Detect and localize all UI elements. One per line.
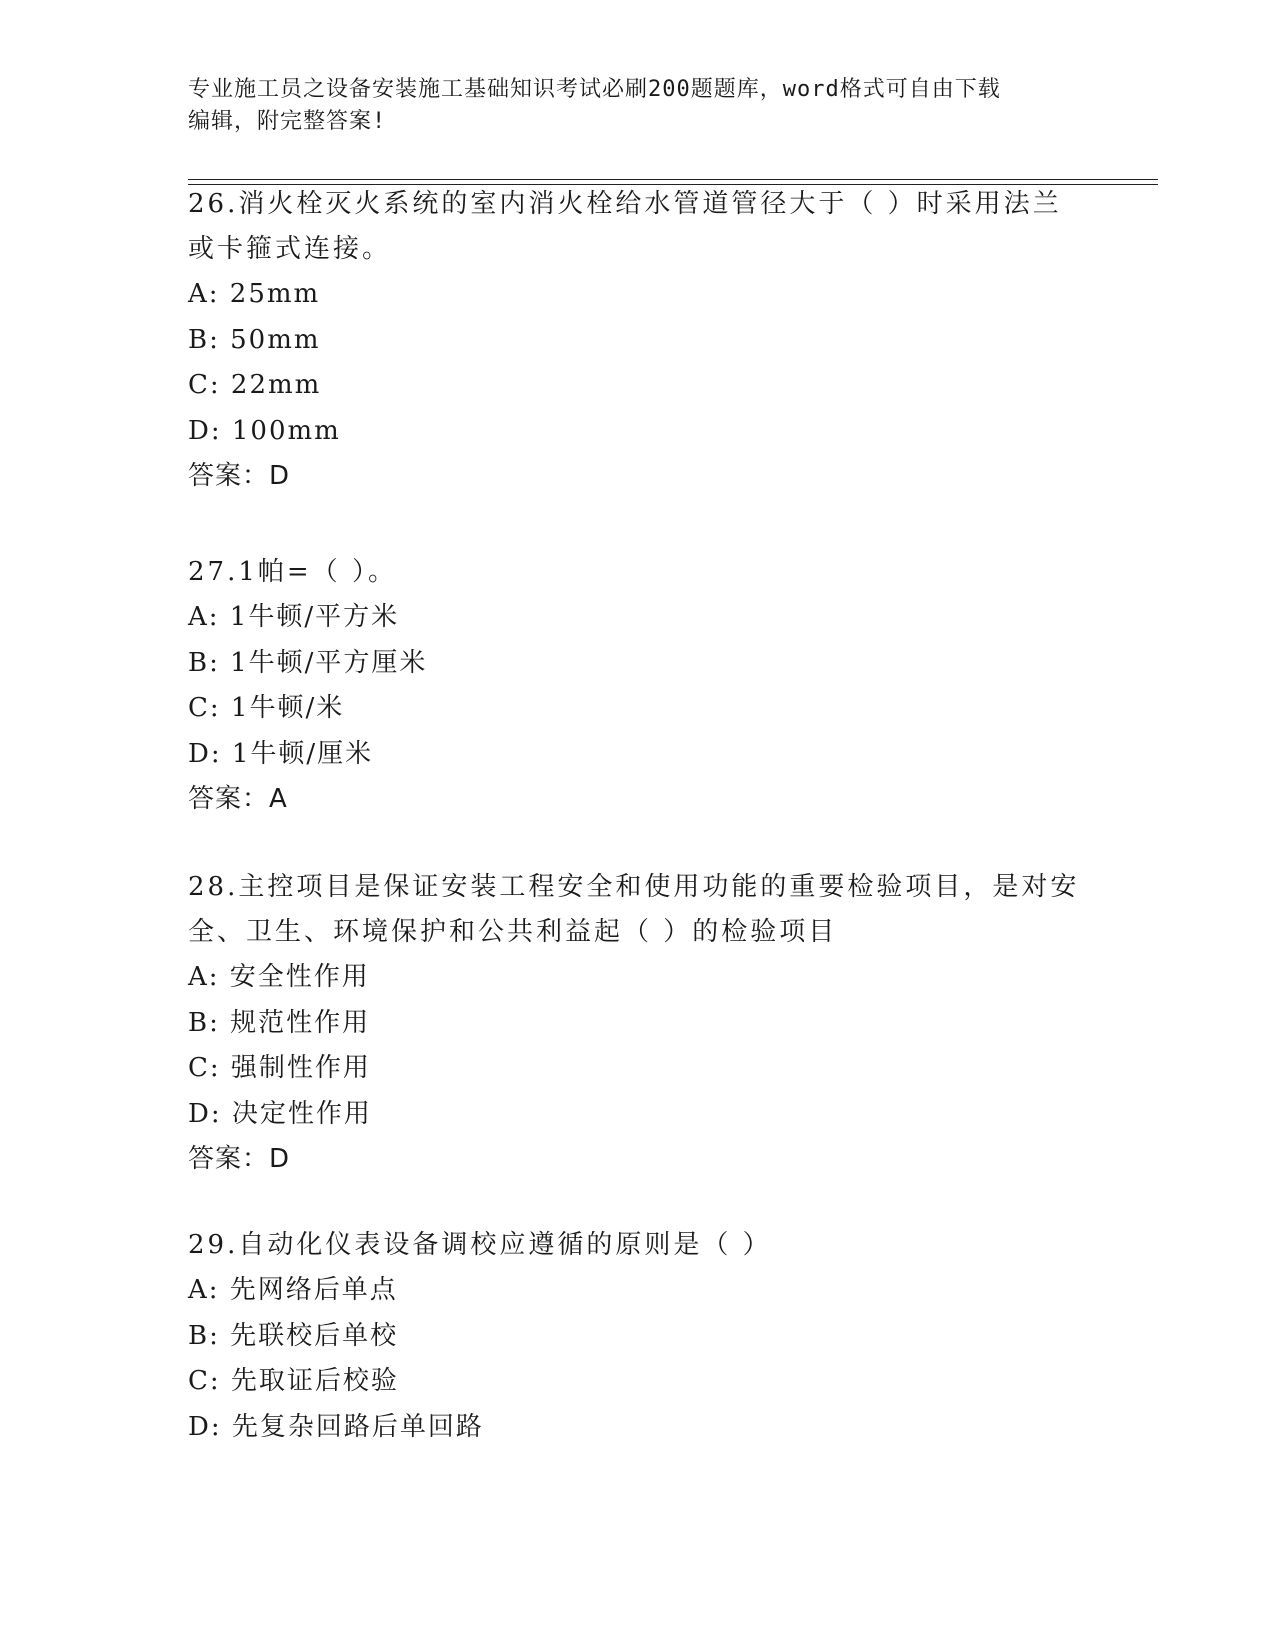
question-26	[188, 182, 1088, 499]
option-c: C: 强制性作用	[188, 1053, 371, 1083]
question-27	[188, 550, 1088, 822]
question-text-line: 或卡箍式连接。	[188, 234, 392, 264]
option-d: D: 1牛顿/厘米	[188, 738, 374, 769]
option-b: B: 规范性作用	[188, 1007, 371, 1038]
answer-label: 答案：D	[188, 461, 291, 491]
option-a: A: 25mm	[188, 279, 321, 309]
option-d: D: 100mm	[188, 415, 341, 446]
question-28	[188, 865, 1088, 1182]
header-divider-top	[188, 179, 1158, 180]
option-d: D: 决定性作用	[188, 1098, 372, 1129]
header-line-1: 专业施工员之设备安装施工基础知识考试必刷200题题库，word格式可自由下载	[188, 77, 1001, 102]
option-b: B: 50mm	[188, 324, 321, 355]
option-a: A: 1牛顿/平方米	[188, 602, 400, 632]
option-b: B: 1牛顿/平方厘米	[188, 647, 428, 678]
question-text-line: 全、卫生、环境保护和公共利益起（ ）的检验项目	[188, 917, 838, 947]
answer-label: 答案：D	[188, 1144, 291, 1174]
option-c: C: 先取证后校验	[188, 1366, 399, 1396]
answer-label: 答案：A	[188, 784, 288, 814]
question-text-line: 26.消火栓灭火系统的室内消火栓给水管道管径大于（ ）时采用法兰	[188, 189, 1062, 219]
option-b: B: 先联校后单校	[188, 1320, 399, 1351]
question-text-line: 28.主控项目是保证安装工程安全和使用功能的重要检验项目，是对安	[188, 872, 1080, 902]
option-c: C: 1牛顿/米	[188, 693, 345, 723]
option-d: D: 先复杂回路后单回路	[188, 1411, 484, 1442]
option-a: A: 安全性作用	[188, 962, 370, 992]
question-text-line: 27.1帕=（ ）。	[188, 557, 397, 587]
question-29	[188, 1223, 1088, 1450]
option-c: C: 22mm	[188, 370, 322, 400]
question-text-line: 29.自动化仪表设备调校应遵循的原则是（ ）	[188, 1230, 772, 1260]
document-header	[188, 74, 1088, 138]
header-line-2: 编辑，附完整答案!	[188, 109, 387, 134]
option-a: A: 先网络后单点	[188, 1275, 398, 1305]
